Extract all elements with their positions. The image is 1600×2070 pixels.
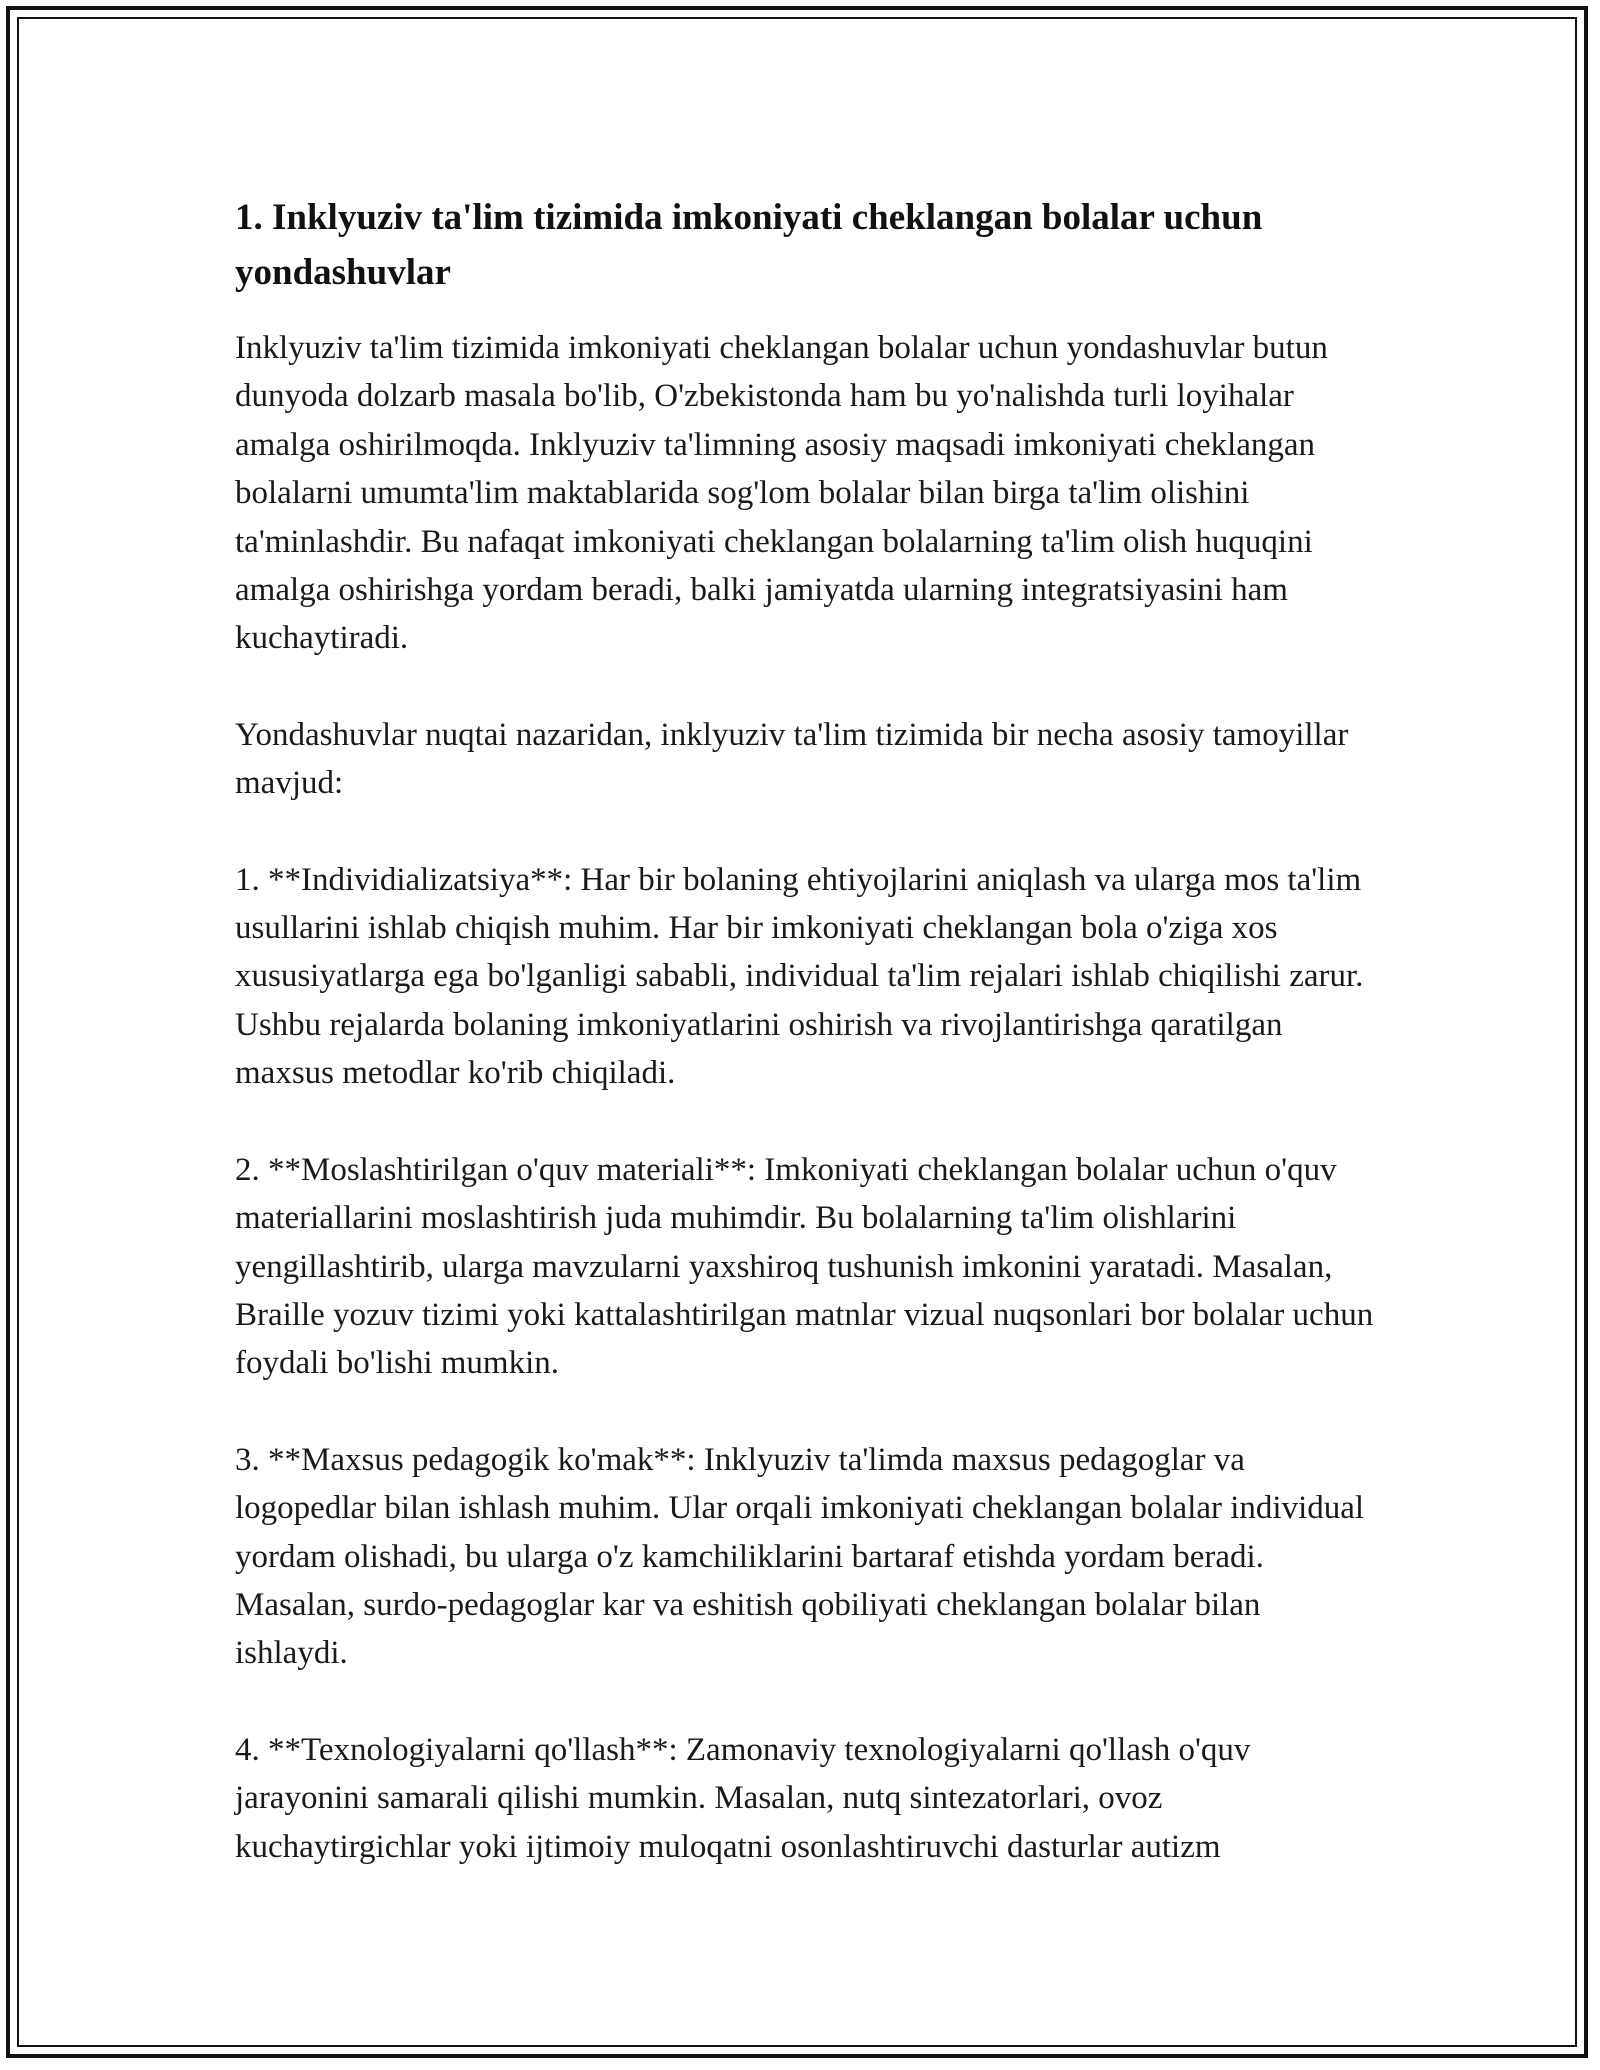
paragraph-principles-lead: Yondashuvlar nuqtai nazaridan, inklyuziv ta'lim tizimida bir necha asosiy tamoyillar mavjud:: [235, 716, 1349, 802]
section-heading: 1. Inklyuziv ta'lim tizimida imkoniyati cheklangan bolalar uchun yondashuvlar: [235, 197, 1263, 293]
paragraph-pedagogical-support: 3. **Maxsus pedagogik ko'mak**: Inklyuziv ta'limda maxsus pedagoglar va logopedlar bilan ishlash muhim. Ular orqali imkoniyati cheklangan bolalar individual yordam olishadi, bu ularga o'z kamchiliklarini bartaraf etishda yordam beradi. Masalan, surdo-pedagoglar kar va eshitish qobiliyati cheklangan bolalar bilan ishlaydi.: [235, 1441, 1365, 1672]
document-body: [235, 190, 1375, 1871]
paragraph-intro: Inklyuziv ta'lim tizimida imkoniyati cheklangan bolalar uchun yondashuvlar butun dunyoda dolzarb masala bo'lib, O'zbekistonda ham bu yo'nalishda turli loyihalar amalga oshirilmoqda. Inklyuziv ta'limning asosiy maqsadi imkoniyati cheklangan bolalarni umumta'lim maktablarida sog'lom bolalar bilan birga ta'lim olishini ta'minlashdir. Bu nafaqat imkoniyati cheklangan bolalarning ta'lim olish huquqini amalga oshirishga yordam beradi, balki jamiyatda ularning integratsiyasini ham kuchaytiradi.: [235, 330, 1328, 657]
paragraph-technologies: 4. **Texnologiyalarni qo'llash**: Zamonaviy texnologiyalarni qo'llash o'quv jarayonini samarali qilishi mumkin. Masalan, nutq sintezatorlari, ovoz kuchaytirgichlar yoki ijtimoiy muloqatni osonlashtiruvchi dasturlar autizm: [235, 1731, 1251, 1865]
paragraph-individualization: 1. **Individializatsiya**: Har bir bolaning ehtiyojlarini aniqlash va ularga mos ta'lim usullarini ishlab chiqish muhim. Har bir imkoniyati cheklangan bola o'ziga xos xususiyatlarga ega bo'lganligi sababli, individual ta'lim rejalari ishlab chiqilishi zarur. Ushbu rejalarda bolaning imkoniyatlarini oshirish va rivojlantirishga qaratilgan maxsus metodlar ko'rib chiqiladi.: [235, 861, 1364, 1092]
paragraph-adapted-materials: 2. **Moslashtirilgan o'quv materiali**: Imkoniyati cheklangan bolalar uchun o'quv materiallarini moslashtirish juda muhimdir. Bu bolalarning ta'lim olishlarini yengillashtirib, ularga mavzularni yaxshiroq tushunish imkonini yaratadi. Masalan, Braille yozuv tizimi yoki kattalashtirilgan matnlar vizual nuqsonlari bor bolalar uchun foydali bo'lishi mumkin.: [235, 1151, 1374, 1382]
